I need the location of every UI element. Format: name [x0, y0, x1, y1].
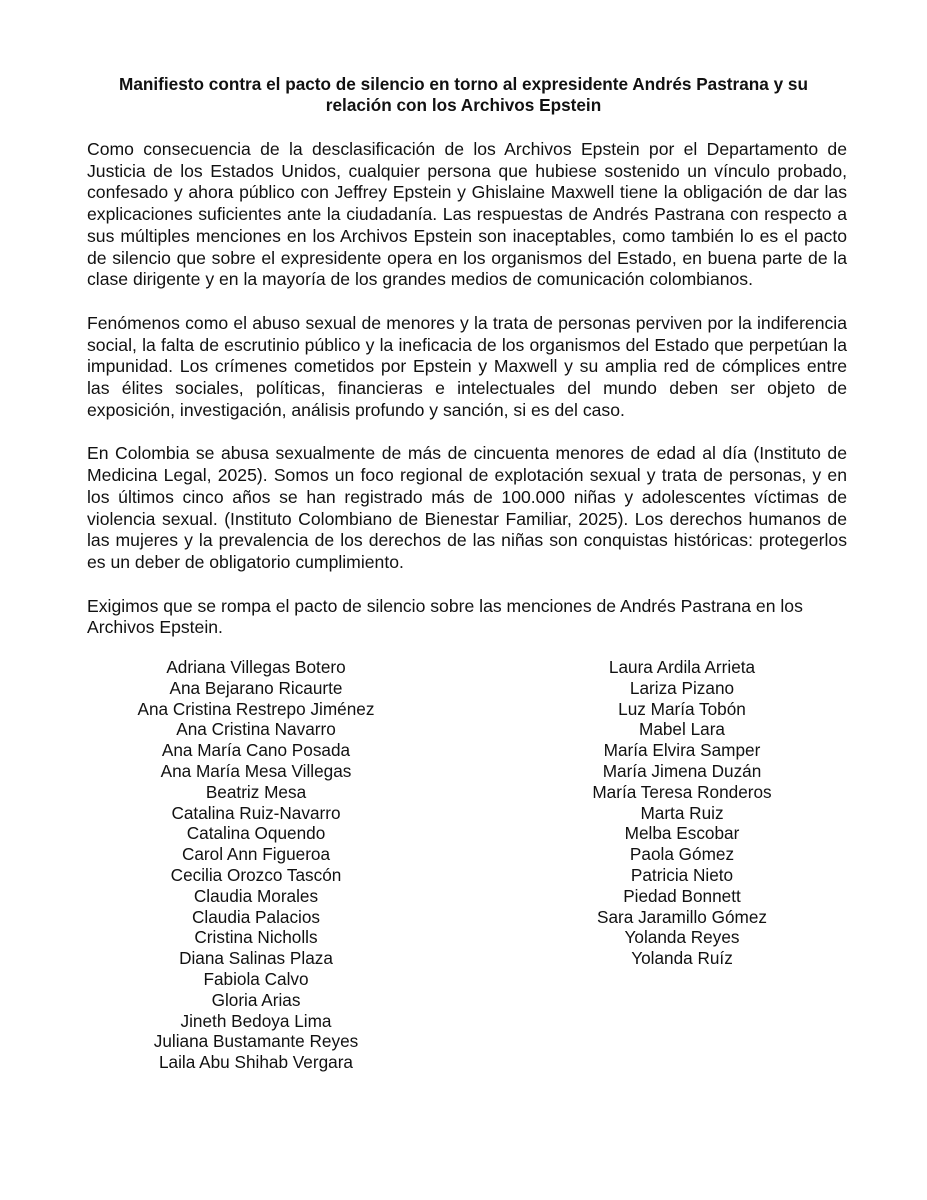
signatory-name: María Jimena Duzán [602, 760, 762, 781]
signatory-name: Marta Ruiz [640, 802, 724, 823]
signatory-name: Beatriz Mesa [205, 781, 307, 802]
signatory-name: Ana María Mesa Villegas [160, 760, 352, 781]
signatory-name: Ana María Cano Posada [161, 740, 351, 761]
document-title: Manifiesto contra el pacto de silencio en torno al expresidente Andrés Pastrana y su relación con los Archivos Epstein [119, 74, 808, 115]
signatory-name: Juliana Bustamante Reyes [153, 1031, 359, 1052]
signatory-name: Catalina Oquendo [186, 823, 326, 844]
signatory-name: Adriana Villegas Botero [166, 657, 346, 677]
signatory-name: Paola Gómez [629, 844, 735, 865]
signatory-name: Piedad Bonnett [623, 885, 741, 906]
signatory-name: Luz María Tobón [618, 698, 746, 719]
signatory-name: María Teresa Ronderos [592, 781, 772, 802]
signatory-name: Yolanda Ruíz [631, 948, 733, 969]
signatory-name: Yolanda Reyes [624, 927, 740, 948]
signatory-name: Cristina Nicholls [194, 927, 318, 948]
signatory-name: María Elvira Samper [603, 740, 761, 761]
signatory-name: Sara Jaramillo Gómez [596, 906, 768, 927]
signatory-name: Laila Abu Shihab Vergara [159, 1052, 353, 1073]
signatory-name: Fabiola Calvo [203, 968, 309, 989]
signatory-name: Mabel Lara [639, 719, 725, 740]
signatory-name: Patricia Nieto [630, 864, 734, 885]
signatory-name: Ana Cristina Navarro [176, 719, 336, 740]
signatories-right-column [515, 657, 849, 969]
signatory-name: Jineth Bedoya Lima [180, 1010, 332, 1031]
signatory-name: Claudia Palacios [191, 906, 321, 927]
signatory-name: Carol Ann Figueroa [181, 844, 331, 865]
signatories-left-column [88, 657, 424, 1073]
signatory-name: Catalina Ruiz-Navarro [171, 802, 341, 823]
paragraph-4: Exigimos que se rompa el pacto de silencio sobre las menciones de Andrés Pastrana en los Archivos Epstein. [87, 595, 803, 638]
paragraph-2: Fenómenos como el abuso sexual de menores y la trata de personas perviven por la indiferencia social, la falta de escrutinio público y la ineficacia de los organismos del Estado que perpetúan la impunidad. Los crímenes cometidos por Epstein y Maxwell y su amplia red de cómplices entre las élites sociales, políticas, financieras e intelectuales del mundo deben ser objeto de exposición, investigación, análisis profundo y sanción, si es del caso. [87, 312, 847, 420]
signatory-name: Laura Ardila Arrieta [608, 657, 756, 677]
signatory-name: Diana Salinas Plaza [179, 948, 333, 969]
signatory-name: Ana Cristina Restrepo Jiménez [137, 698, 375, 719]
signatory-name: Ana Bejarano Ricaurte [169, 677, 343, 698]
document-body [87, 139, 847, 661]
signatory-name: Cecilia Orozco Tascón [170, 864, 342, 885]
signatory-name: Claudia Morales [193, 885, 319, 906]
paragraph-1: Como consecuencia de la desclasificación de los Archivos Epstein por el Departamento de Justicia de los Estados Unidos, cualquier persona que hubiese sostenido un vínculo probado, confesado y ahora público con Jeffrey Epstein y Ghislaine Maxwell tiene la obligación de dar las explicaciones suficientes ante la ciudadanía. Las respuestas de Andrés Pastrana con respecto a sus múltiples menciones en los Archivos Epstein son inaceptables, como también lo es el pacto de silencio que sobre el expresidente opera en los organismos del Estado, en buena parte de la clase dirigente y en la mayoría de los grandes medios de comunicación colombianos. [87, 139, 847, 290]
signatory-name: Melba Escobar [624, 823, 740, 844]
signatory-name: Lariza Pizano [629, 677, 735, 698]
signatory-name: Gloria Arias [211, 989, 301, 1010]
paragraph-3: En Colombia se abusa sexualmente de más de cincuenta menores de edad al día (Instituto de Medicina Legal, 2025). Somos un foco regional de explotación sexual y trata de personas, y en los últimos cinco años se han registrado más de 100.000 niñas y adolescentes víctimas de violencia sexual. (Instituto Colombiano de Bienestar Familiar, 2025). Los derechos humanos de las mujeres y la prevalencia de los derechos de las niñas son conquistas históricas: protegerlos es un deber de obligatorio cumplimiento. [87, 443, 847, 572]
